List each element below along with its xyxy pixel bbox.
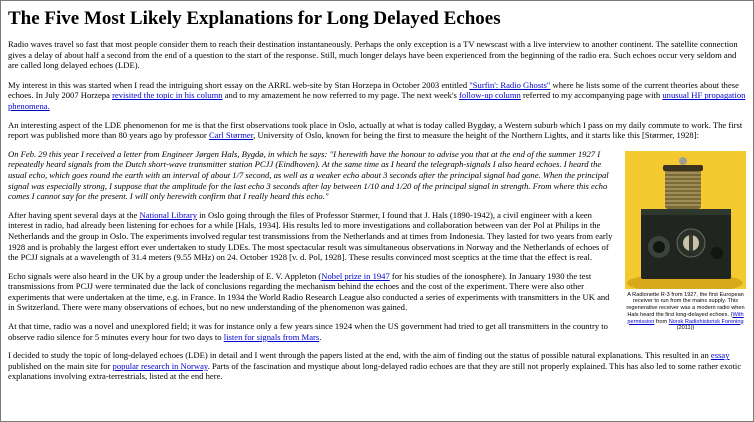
radionette-photo [625, 151, 746, 289]
link-nobel-prize[interactable]: Nobel prize in 1947 [321, 270, 390, 281]
text: and to my amazement he now referred to my page. The next week's [222, 90, 460, 101]
caption-text: from [654, 318, 669, 325]
link-norsk-radiohistorisk-forening[interactable]: Norsk Radiohistorisk Forening [668, 318, 744, 325]
link-popular-research-norway[interactable]: popular research in Norway [112, 360, 208, 371]
page-title: The Five Most Likely Explanations for Long Delayed Echoes [8, 8, 501, 29]
paragraph-interest [8, 80, 746, 112]
radio-figure [625, 151, 746, 332]
text: I decided to study the topic of long-delayed echoes (LDE) in detail and I went through the papers listed at the end, with the aim of finding out the status of possible natural explanations. This resulted in an [8, 350, 711, 361]
text: where he lists some of the current theories about these echoes. In July 2007 Horzepa [8, 79, 739, 101]
link-follow-up-column[interactable]: follow-up column [459, 90, 521, 101]
link-essay[interactable]: essay [710, 350, 730, 361]
link-with-permission[interactable]: With permission [627, 311, 744, 325]
intro-paragraph: Radio waves travel so fast that most people consider them to reach their destination instantaneously. Perhaps the only exception is a TV newscast with a live interview to another continent. The satellite connection gives a delay of about half a second from the end of a question to the start of the response. Still, much longer delays have been experienced from the beginning of the radio era. Such echoes occur very seldom and are called long delayed echoes (LDE). [8, 39, 738, 71]
caption-text: A Radionette R-3 from 1927, the first European receiver to run from the mains supply. This regenerative receiver was a modern radio when Hals heard the first long-delayed echoes. ( [626, 291, 745, 318]
link-listen-for-signals-from-mars[interactable]: listen for signals from Mars [223, 331, 320, 342]
text: After having spent several days at the [8, 209, 140, 220]
text: Echo signals were also heard in the UK by a group under the leadership of E. V. Appleton ( [8, 270, 322, 281]
link-revisited-topic[interactable]: revisited the topic in his column [112, 90, 223, 101]
text: referred to my accompanying page with [520, 90, 663, 101]
text: published on the main site for [8, 360, 113, 371]
text: , University of Oslo, known for being the first to measure the height of the Northern Lights, and it starts like this [Størmer, 1928]: [253, 130, 699, 141]
link-carl-stormer[interactable]: Carl Størmer [208, 130, 254, 141]
text: in Oslo going through the files of Professor Størmer, I found that J. Hals (1890-1942), a civil engineer with a keen interest in radio, had already been listening for echoes for a while [Hals, 1934]. His results led to more investigations and collaboration between van der Pol at Philips in the Netherlands and the group in Oslo. The experiments involved regular test transmissions from the Netherlands and at times from Indonesia. They lasted for two years from early 1928 and is probably the largest effort ever undertaken to study LDEs. The most spectacular result was simultaneous observations in Norway and the Netherlands of echoes of the PCJJ signals at a wavelength of 31.4 meters (9.55 MHz) on 24. October 1928 [v. d. Pol, 1928]. These results convinced most sceptics at the time that the effect is real. [8, 209, 613, 263]
text: . [319, 331, 322, 342]
text: My interest in this was started when I read the intriguing short essay on the ARRL web-site by Stan Horzepa in October 2003 entitled [8, 79, 470, 90]
text: At that time, radio was a novel and unexplored field; it was for instance only a few years since 1924 when the US government had tried to get all transmitters in the country to observe radio silence for 5 minutes every hour for two days to [8, 321, 608, 342]
text: for his studies of the ionosphere). In January 1930 the test transmissions from PCJJ were terminated due the lack of conclusions regarding the mechanism behind the echoes and the cost of the experiment. There were also other experiments that were undertaken at the time, e.g. in France. In 1934 the World Radio Research League also conducted a series of experiments with transmitters in the UK and in Switzerland. There were many observations of echoes, but no new understanding of the phenomenon was gained. [8, 270, 610, 313]
caption-text: (2011)) [676, 325, 695, 332]
radio-receiver-image [625, 151, 746, 289]
link-surfin-radio-ghosts[interactable]: "Surfin': Radio Ghosts" [469, 79, 551, 90]
text: An interesting aspect of the LDE phenomenon for me is that the first observations took place in Oslo, actually at what is today called Bygdøy, a Western suburb which I pass on my daily commute to work. The first report was published more than 80 years ago by professor [8, 119, 743, 141]
paragraph-oslo [8, 120, 746, 141]
link-national-library[interactable]: National Library [139, 209, 198, 220]
figure-caption [625, 292, 746, 332]
stormer-quote: On Feb. 29 this year I received a letter from Engineer Jørgen Hals, Bygdø, in which he says: "I herewith have the honour to advise you that at the end of the summer 1927 I repeatedly heard signals from the Dutch short-wave transmitter station PCJJ (Eindhoven). At the same time as I heard the telegraph-signals I also heard echoes. I heard the usual echo, which goes round the earth with an interval of about 1/7 second, as well as a weaker echo about 3 seconds after the principal signal had gone. When the principal signal was especially strong, I suppose that the amplitude for the last echo 3 seconds after lay between 1/10 and 1/20 of the principal signal in strength. From where this echo comes I cannot say for the present. I will only herewith confirm that I really heard this echo." [8, 148, 609, 202]
text: . Parts of the fascination and mystique about long-delayed radio echoes are that they are still not properly explained. This has also led to some rather exotic explanations involving extra-terrestrials, listed at the end here. [8, 360, 742, 382]
page [1, 1, 753, 421]
link-unusual-hf-propagation[interactable]: unusual HF propagation phenomena. [8, 90, 746, 111]
paragraph-essay [8, 350, 746, 382]
